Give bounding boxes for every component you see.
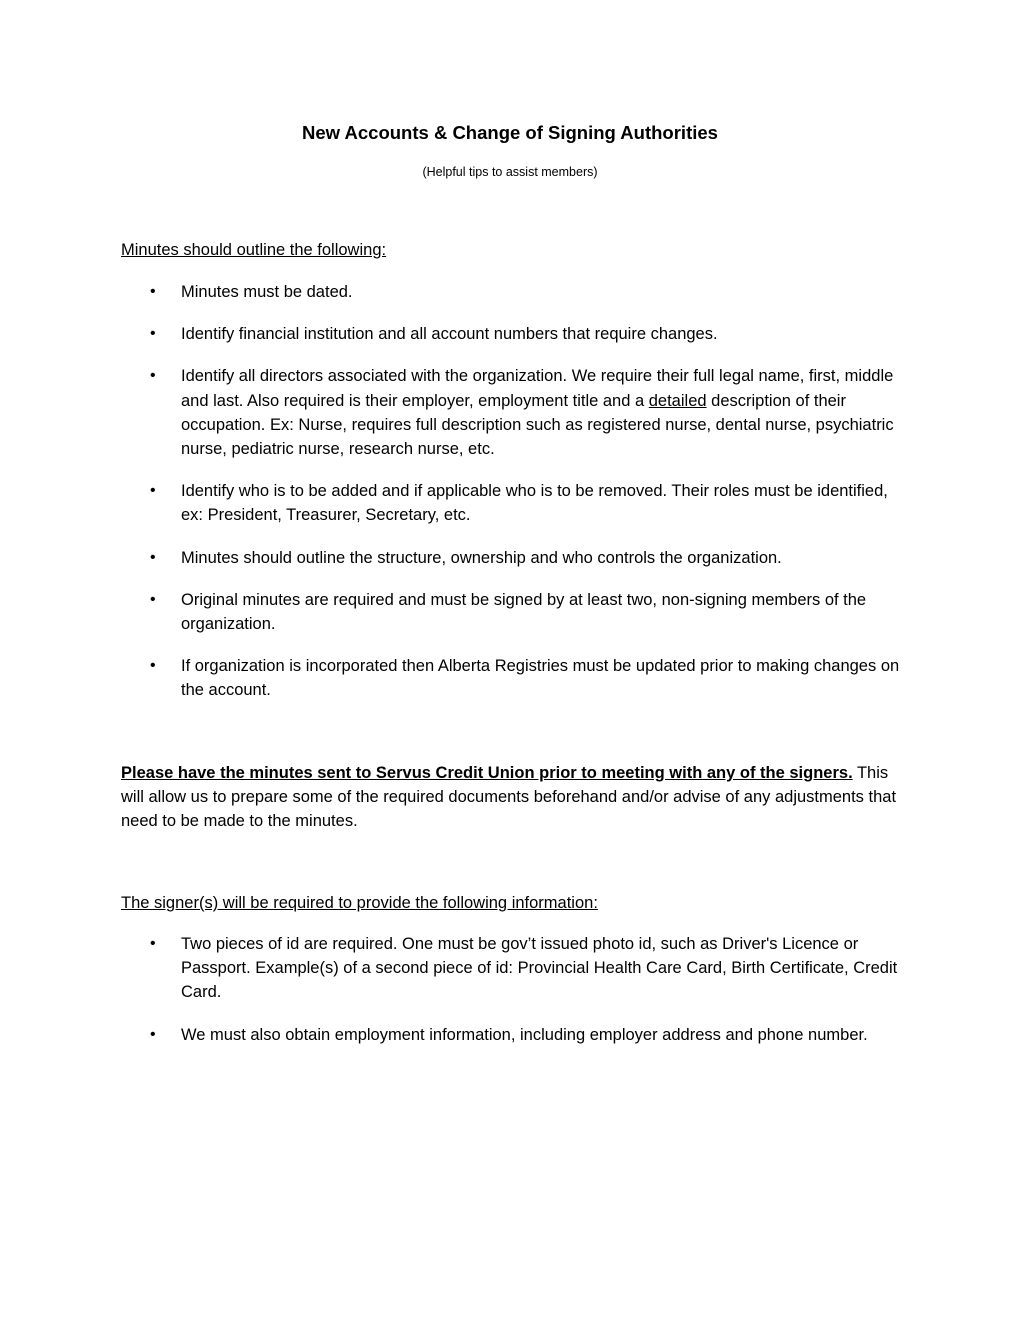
bullet-icon: • [150, 657, 156, 675]
list-item [121, 1023, 901, 1047]
bullet-icon: • [150, 482, 156, 500]
list-item [121, 479, 901, 527]
emphasis-detailed: detailed [648, 391, 707, 410]
signer-requirements-list [121, 932, 901, 1065]
bullet-icon: • [150, 367, 156, 385]
list-item [121, 588, 901, 636]
bullet-icon: • [150, 590, 156, 608]
list-item-text: If organization is incorporated then Alberta Registries must be updated prior to making changes on the account. [181, 657, 900, 700]
list-item-text: Original minutes are required and must be signed by at least two, non-signing members of the organization. [181, 590, 867, 634]
bullet-icon: • [150, 283, 156, 300]
list-item [121, 546, 901, 570]
list-item-text-start: Identify all directors associated with the organization. We require their full legal name, first, middle and last. Also required is their employer, employment title and a [181, 367, 894, 410]
document-subtitle: (Helpful tips to assist members) [422, 165, 598, 179]
notice-emphasis: Please have the minutes sent to Servus Credit Union prior to meeting with any of the signers. [121, 764, 853, 782]
minutes-section-heading: Minutes should outline the following: [121, 241, 387, 259]
list-item-text: Identify financial institution and all account numbers that require changes. [181, 325, 718, 344]
document-title: New Accounts & Change of Signing Authorities [302, 122, 718, 143]
list-item [121, 654, 901, 702]
list-item [121, 322, 901, 346]
list-item [121, 364, 901, 461]
signers-section-heading: The signer(s) will be required to provide the following information: [121, 894, 598, 912]
list-item-text-end: description of their occupation. Ex: Nurse, requires full description such as registered nurse, dental nurse, psychiatric nurse, pediatric nurse, research nurse, etc. [181, 391, 894, 459]
notice-body: This will allow us to prepare some of the required documents beforehand and/or advise of any adjustments that need to be made to the minutes. [121, 764, 897, 831]
bullet-icon: • [150, 935, 156, 952]
list-item-text: Minutes should outline the structure, ownership and who controls the organization. [181, 548, 782, 567]
bullet-icon: • [150, 1025, 156, 1043]
minutes-notice-paragraph [121, 761, 901, 834]
list-item [121, 280, 901, 304]
list-item-text: Two pieces of id are required. One must be gov’t issued photo id, such as Driver's Licence or Passport. Example(s) of a second piece of id: Provincial Health Care Card, Birth Certificate, Credit Card. [181, 935, 898, 1002]
bullet-icon: • [150, 548, 156, 566]
list-item-text: Minutes must be dated. [181, 283, 353, 301]
list-item [121, 932, 901, 1005]
list-item-text: We must also obtain employment information, including employer address and phone number. [181, 1025, 868, 1044]
list-item-text: Identify who is to be added and if applicable who is to be removed. Their roles must be identified, ex: President, Treasurer, Secretary, etc. [181, 482, 888, 525]
bullet-icon: • [150, 325, 156, 343]
minutes-requirements-list [121, 280, 901, 721]
